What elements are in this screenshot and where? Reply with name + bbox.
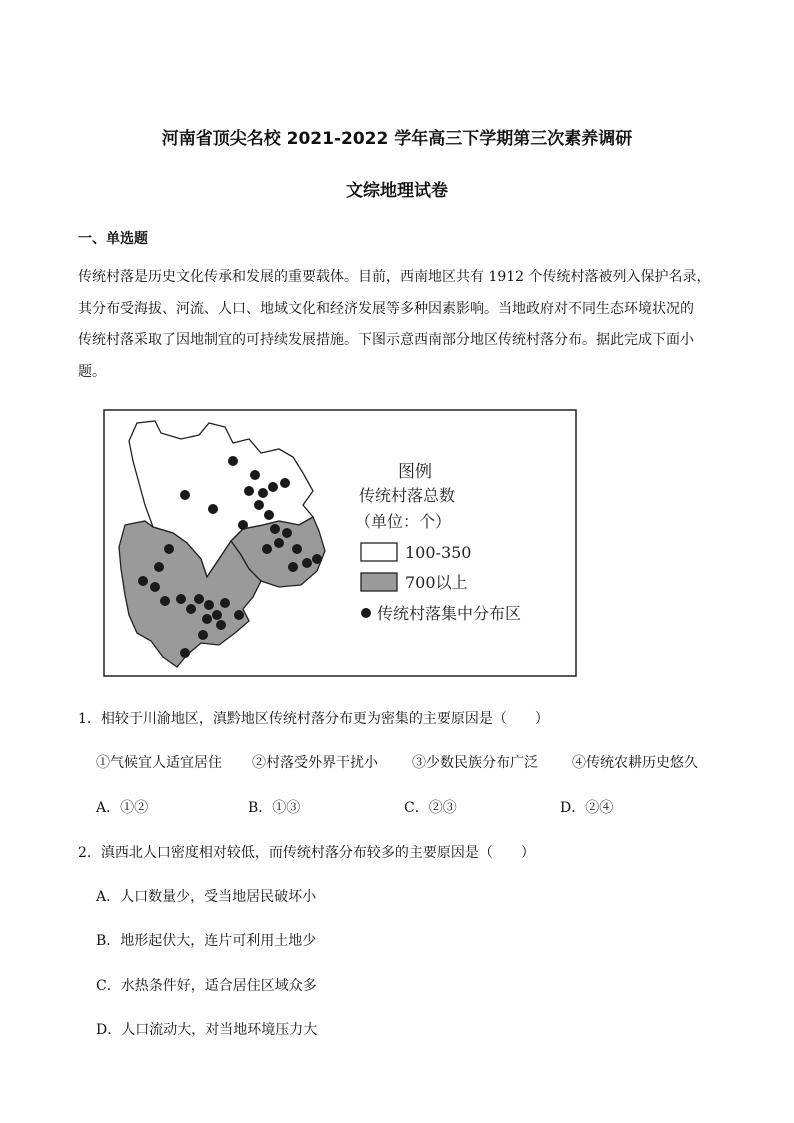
- village-dot: [288, 562, 298, 572]
- village-dot: [220, 598, 230, 608]
- village-dot: [202, 614, 212, 624]
- question-1-statement: ④传统农耕历史悠久: [572, 755, 698, 771]
- question-2-option-c[interactable]: C．水热条件好，适合居住区域众多: [96, 978, 317, 994]
- section-title: 一、单选题: [78, 231, 148, 247]
- village-distribution-map: [103, 409, 577, 677]
- village-dot: [198, 630, 208, 640]
- question-1-statement: ①气候宜人适宜居住: [96, 755, 222, 771]
- village-dot: [194, 594, 204, 604]
- exam-title: 河南省顶尖名校 2021-2022 学年高三下学期第三次素养调研: [161, 129, 633, 149]
- village-dot: [258, 488, 268, 498]
- village-dot: [186, 604, 196, 614]
- question-1-statement: ③少数民族分布广泛: [412, 755, 538, 771]
- village-dot: [264, 510, 274, 520]
- village-dot: [292, 544, 302, 554]
- legend-low-label: 100-350: [405, 543, 472, 562]
- question-1-statement: ②村落受外界干扰小: [252, 755, 378, 771]
- village-dot: [250, 470, 260, 480]
- village-dot: [228, 456, 238, 466]
- village-dot: [268, 482, 278, 492]
- village-dot: [270, 524, 280, 534]
- village-dot: [216, 620, 226, 630]
- village-dot: [244, 486, 254, 496]
- village-dot: [164, 544, 174, 554]
- village-dot: [150, 582, 160, 592]
- question-1-option-b[interactable]: B．①③: [248, 800, 301, 816]
- village-dot: [154, 562, 164, 572]
- village-dot: [208, 504, 218, 514]
- question-2-option-a[interactable]: A．人口数量少，受当地居民破坏小: [96, 889, 317, 905]
- legend-unit: （单位：个）: [355, 512, 452, 531]
- passage-line: 传统村落是历史文化传承和发展的重要载体。目前，西南地区共有 1912 个传统村落被列入保护名录，: [78, 269, 711, 285]
- village-dot: [302, 558, 312, 568]
- village-dot: [204, 600, 214, 610]
- village-dot: [180, 648, 190, 658]
- village-dot: [160, 596, 170, 606]
- village-dot: [212, 610, 222, 620]
- passage-line: 题。: [78, 363, 106, 380]
- legend-high-label: 700以上: [405, 573, 468, 592]
- passage: [78, 262, 718, 388]
- question-2-stem: 2．滇西北人口密度相对较低，而传统村落分布较多的主要原因是（ ）: [78, 845, 535, 861]
- passage-line: 其分布受海拔、河流、人口、地域文化和经济发展等多种因素影响。当地政府对不同生态环境状况的: [78, 300, 694, 317]
- exam-subtitle: 文综地理试卷: [346, 181, 448, 201]
- question-2-option-b[interactable]: B．地形起伏大，连片可利用土地少: [96, 933, 317, 949]
- question-1-option-c[interactable]: C．②③: [404, 800, 457, 816]
- village-dot: [274, 538, 284, 548]
- legend-title: 图例: [398, 462, 432, 482]
- question-2-option-d[interactable]: D．人口流动大，对当地环境压力大: [96, 1022, 318, 1038]
- legend-dot-symbol: [361, 608, 371, 618]
- village-dot: [180, 490, 190, 500]
- legend-swatch-low: [361, 543, 397, 561]
- legend-subtitle: 传统村落总数: [359, 486, 456, 505]
- passage-line: 传统村落采取了因地制宜的可持续发展措施。下图示意西南部分地区传统村落分布。据此完成下面小: [78, 332, 694, 348]
- question-1-stem: 1．相较于川渝地区，滇黔地区传统村落分布更为密集的主要原因是（ ）: [78, 711, 549, 727]
- village-dot: [312, 554, 322, 564]
- village-dot: [234, 610, 244, 620]
- village-dot: [282, 528, 292, 538]
- legend-swatch-high: [361, 573, 397, 591]
- question-1-option-a[interactable]: A．①②: [96, 800, 149, 816]
- village-dot: [280, 478, 290, 488]
- village-dot: [176, 594, 186, 604]
- village-dot: [262, 544, 272, 554]
- question-1-option-d[interactable]: D．②④: [560, 800, 614, 816]
- legend-dot-label: 传统村落集中分布区: [377, 604, 522, 623]
- village-dot: [138, 576, 148, 586]
- village-dot: [254, 500, 264, 510]
- village-dot: [238, 520, 248, 530]
